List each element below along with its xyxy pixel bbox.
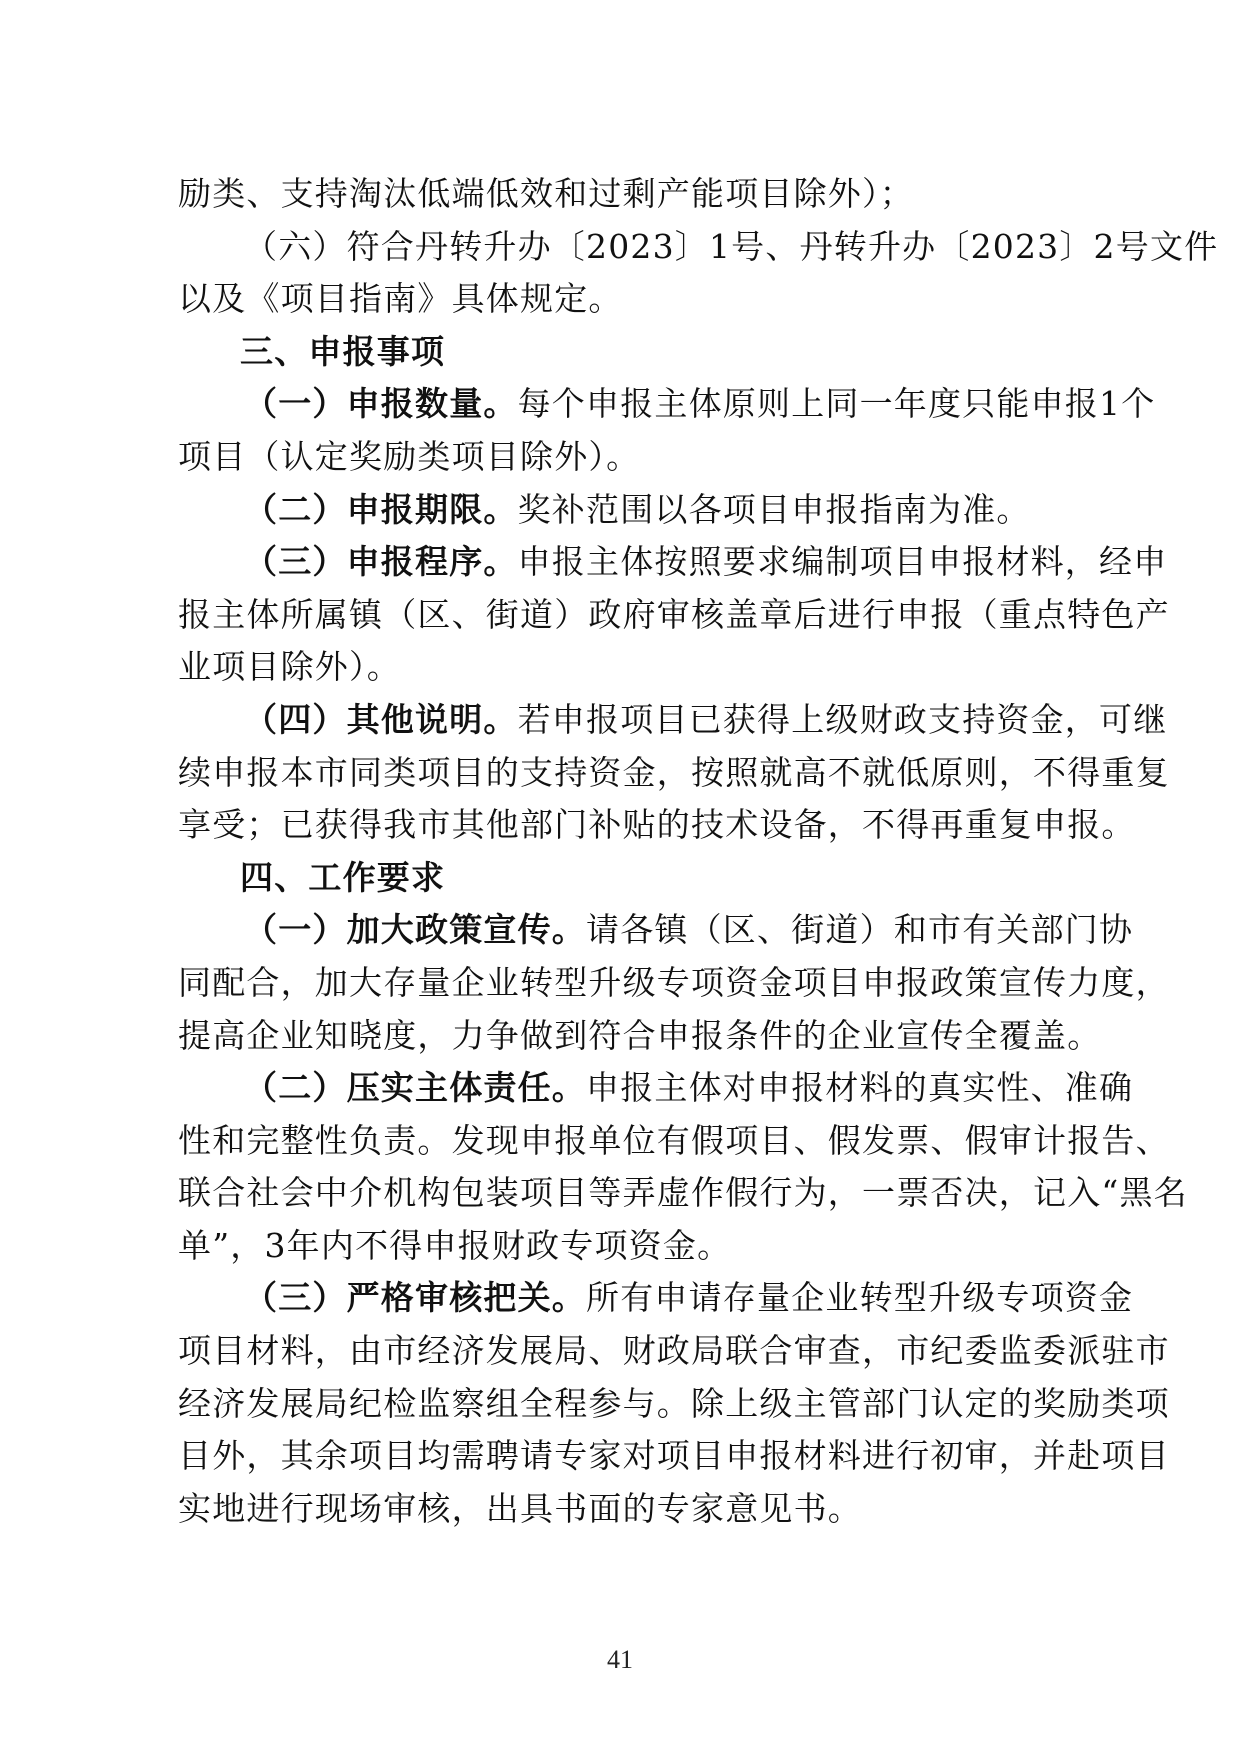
paragraph-line: 实地进行现场审核，出具书面的专家意见书。 — [178, 1488, 862, 1528]
paragraph-text: 申报主体对申报材料的真实性、准确 — [586, 1068, 1134, 1108]
paragraph-text: 申报主体按照要求编制项目申报材料，经申 — [517, 542, 1168, 582]
paragraph-text: 奖补范围以各项目申报指南为准。 — [517, 489, 1031, 529]
paragraph-line — [178, 536, 1168, 589]
paragraph-line: （六）符合丹转升办〔2023〕1号、丹转升办〔2023〕2号文件 — [244, 226, 1219, 266]
subsection-title: （二）压实主体责任。 — [244, 1068, 586, 1108]
subsection-title: （三）严格审核把关。 — [244, 1278, 586, 1318]
paragraph-text: 所有申请存量企业转型升级专项资金 — [586, 1278, 1134, 1318]
paragraph-text: 若申报项目已获得上级财政支持资金，可继 — [517, 699, 1168, 739]
subsection-title: （一）加大政策宣传。 — [244, 910, 586, 950]
paragraph-line: 经济发展局纪检监察组全程参与。除上级主管部门认定的奖励类项 — [178, 1383, 1170, 1423]
paragraph-line — [178, 1062, 1134, 1115]
paragraph-line: 项目材料，由市经济发展局、财政局联合审查，市纪委监委派驻市 — [178, 1331, 1170, 1371]
subsection-title: （四）其他说明。 — [244, 699, 518, 739]
paragraph-line: 目外，其余项目均需聘请专家对项目申报材料进行初审，并赴项目 — [178, 1436, 1170, 1476]
section-heading-3: 三、申报事项 — [240, 331, 446, 371]
paragraph-line: 业项目除外）。 — [178, 647, 401, 687]
paragraph-line: 励类、支持淘汰低端低效和过剩产能项目除外）； — [178, 174, 914, 213]
paragraph-line — [178, 904, 1134, 957]
paragraph-line: 以及《项目指南》具体规定。 — [178, 279, 623, 319]
paragraph-line: 报主体所属镇（区、街道）政府审核盖章后进行申报（重点特色产 — [178, 594, 1170, 634]
paragraph-line: 享受；已获得我市其他部门补贴的技术设备，不得再重复申报。 — [178, 805, 1136, 845]
subsection-title: （二）申报期限。 — [244, 489, 518, 529]
paragraph-line: 项目（认定奖励类项目除外）。 — [178, 436, 641, 476]
paragraph-line: 性和完整性负责。发现申报单位有假项目、假发票、假审计报告、 — [178, 1120, 1170, 1160]
paragraph-line: 同配合，加大存量企业转型升级专项资金项目申报政策宣传力度， — [178, 962, 1170, 1002]
paragraph-line: 联合社会中介机构包装项目等弄虚作假行为，一票否决，记入“黑名 — [178, 1173, 1188, 1213]
paragraph-line — [178, 378, 1156, 431]
paragraph-line — [178, 484, 1098, 537]
subsection-title: （三）申报程序。 — [244, 542, 518, 582]
subsection-title: （一）申报数量。 — [244, 384, 518, 424]
document-body — [178, 168, 1219, 1535]
paragraph-line: 续申报本市同类项目的支持资金，按照就高不就低原则，不得重复 — [178, 752, 1170, 792]
paragraph-line: 单”，3年内不得申报财政专项资金。 — [178, 1225, 732, 1265]
paragraph-line: 提高企业知晓度，力争做到符合申报条件的企业宣传全覆盖。 — [178, 1015, 1102, 1055]
paragraph-line — [178, 1272, 1134, 1325]
paragraph-line — [178, 694, 1168, 747]
paragraph-text: 请各镇（区、街道）和市有关部门协 — [586, 910, 1134, 950]
section-heading-4: 四、工作要求 — [240, 857, 446, 897]
paragraph-text: 每个申报主体原则上同一年度只能申报1个 — [517, 384, 1156, 424]
page-number: 41 — [607, 1645, 633, 1674]
